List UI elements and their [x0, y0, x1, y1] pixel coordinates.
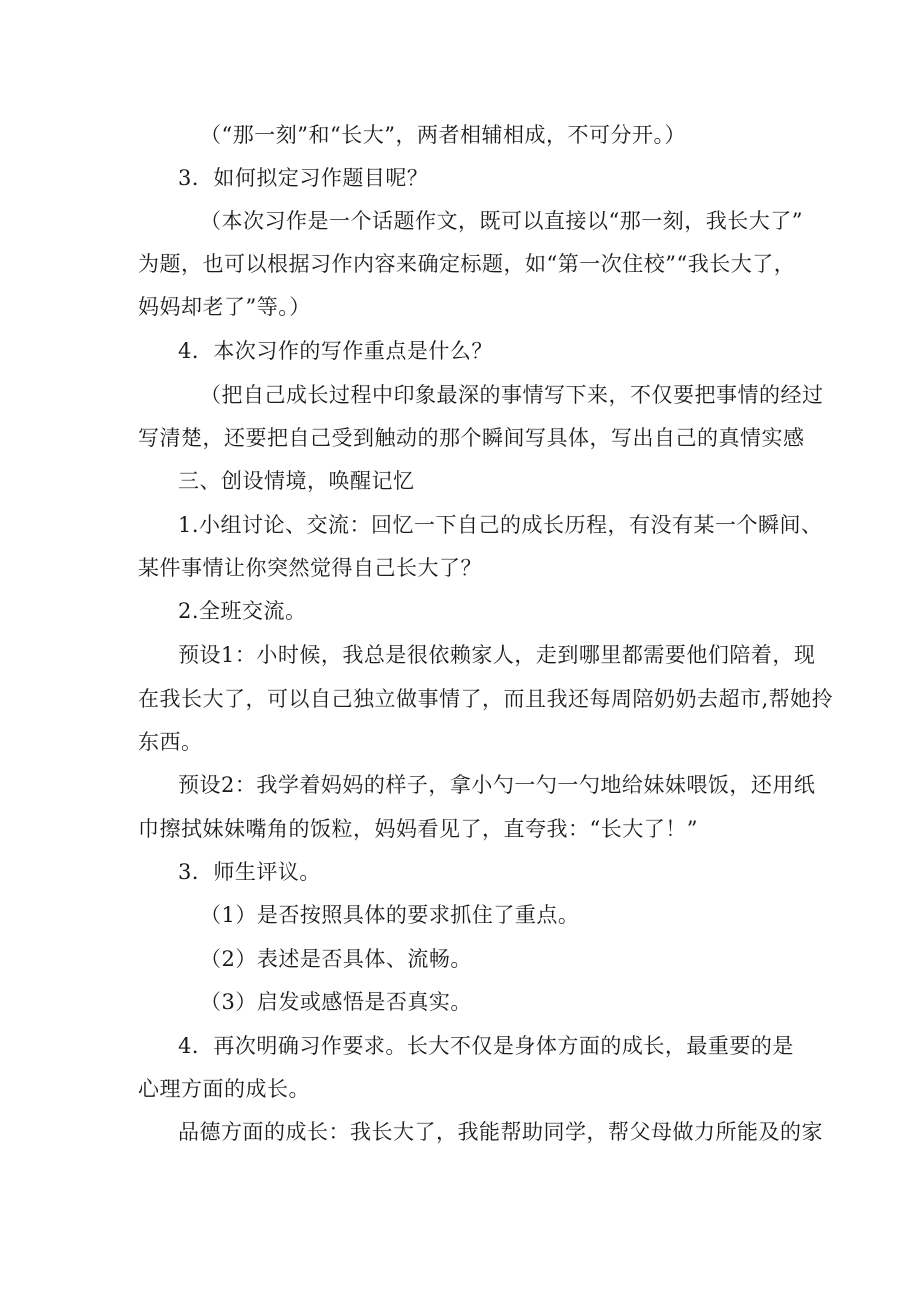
text-line: （2）表述是否具体、流畅。: [200, 947, 472, 971]
text-line: 3．师生评议。: [178, 860, 321, 884]
text-line: （把自己成长过程中印象最深的事情写下来，不仅要把事情的经过: [200, 383, 824, 407]
text-line: （1）是否按照具体的要求抓住了重点。: [200, 903, 580, 927]
text-line: 某件事情让你突然觉得自己长大了？: [138, 556, 482, 580]
text-line: 3．如何拟定习作题目呢？: [178, 166, 429, 190]
section-heading: 三、创设情境，唤醒记忆: [178, 469, 415, 493]
text-line: 写清楚，还要把自己受到触动的那个瞬间写具体，写出自己的真情实感: [138, 426, 805, 450]
text-line: 4．再次明确习作要求。长大不仅是身体方面的成长，最重要的是: [178, 1034, 794, 1058]
text-line: 4．本次习作的写作重点是什么？: [178, 339, 493, 363]
text-line: 2.全班交流。: [178, 599, 307, 623]
text-line: 预设1：小时候，我总是很依赖家人，走到哪里都需要他们陪着，现: [178, 643, 816, 667]
text-line: 为题，也可以根据习作内容来确定标题，如“第一次住校”“我长大了，: [138, 252, 796, 276]
text-line: 在我长大了，可以自己独立做事情了，而且我还每周陪奶奶去超市,帮她拎: [138, 687, 834, 711]
text-line: 东西。: [138, 730, 203, 754]
text-line: 巾擦拭妹妹嘴角的饭粒，妈妈看见了，直夸我：“长大了！”: [138, 817, 698, 841]
text-line: 预设2：我学着妈妈的样子，拿小勺一勺一勺地给妹妹喂饭，还用纸: [178, 773, 816, 797]
text-line: 1.小组讨论、交流：回忆一下自己的成长历程，有没有某一个瞬间、: [178, 513, 823, 537]
text-line: （本次习作是一个话题作文，既可以直接以“那一刻，我长大了”: [200, 209, 803, 233]
text-line: 品德方面的成长：我长大了，我能帮助同学，帮父母做力所能及的家: [178, 1120, 823, 1144]
text-line: 心理方面的成长。: [138, 1077, 310, 1101]
text-line: （3）启发或感悟是否真实。: [200, 990, 472, 1014]
text-line: （“那一刻”和“长大”，两者相辅相成，不可分开。）: [200, 123, 686, 147]
text-line: 妈妈却老了”等。）: [138, 295, 311, 319]
